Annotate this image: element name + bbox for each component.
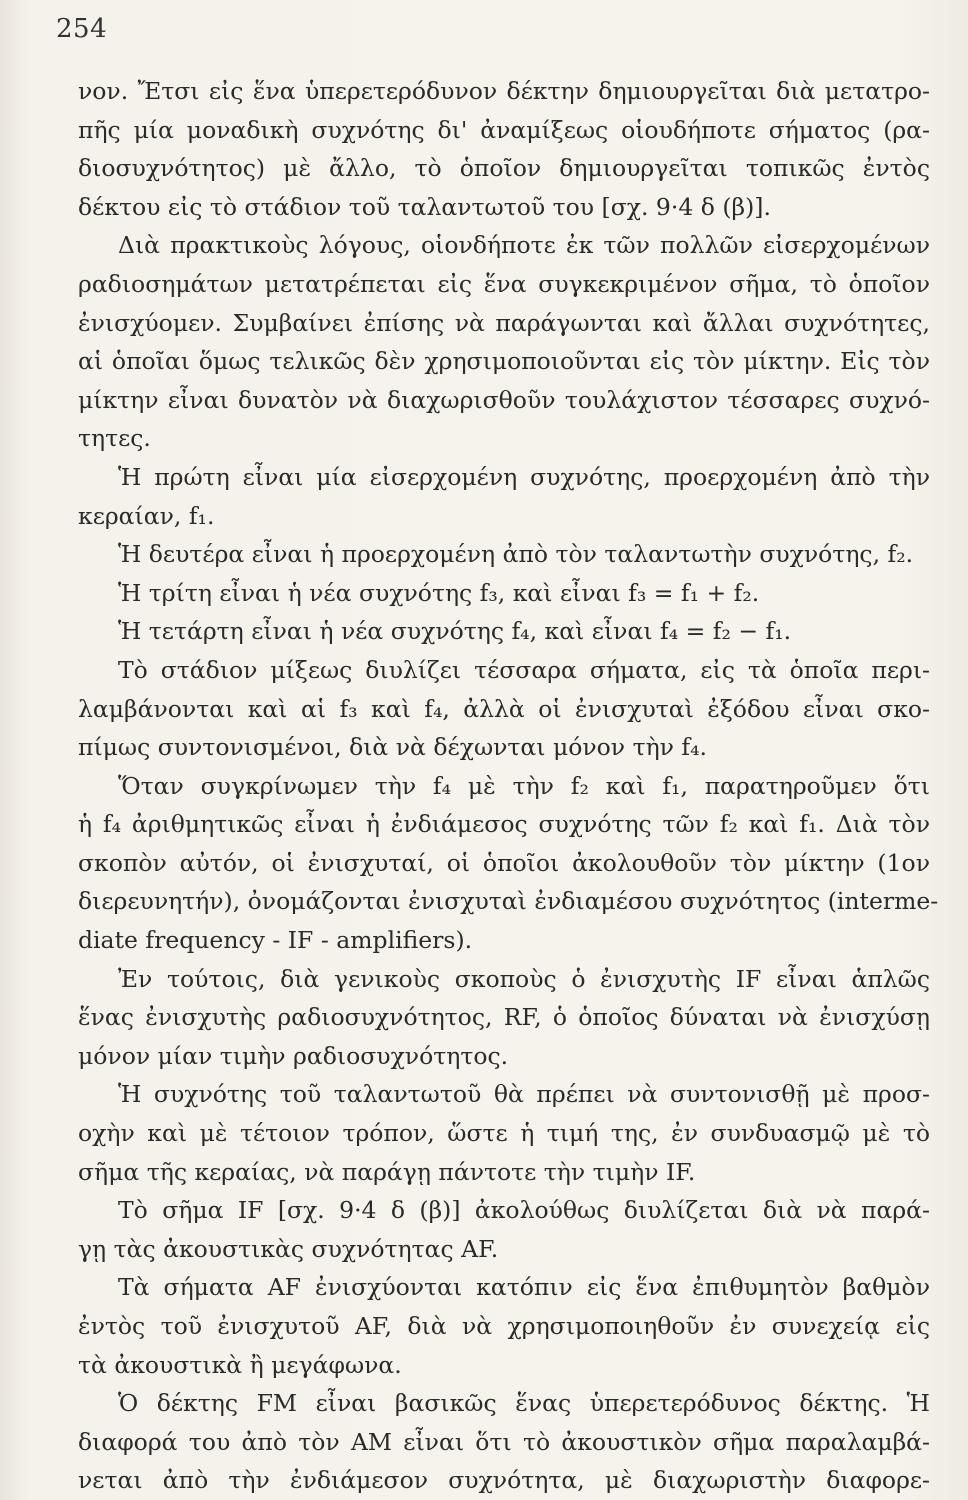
text-line: τὰ ἀκουστικὰ ἢ μεγάφωνα. [78, 1350, 402, 1379]
text-line: Τὸ στάδιον μίξεως διυλίζει τέσσαρα σήματα, εἰς τὰ ὁποῖα περι- [118, 655, 930, 684]
text-line: πῆς μία μοναδικὴ συχνότης δι' ἀναμίξεως οἱουδήποτε σήματος (ρα- [78, 115, 930, 144]
text-line: Ἐν τούτοις, διὰ γενικοὺς σκοποὺς ὁ ἐνισχυτὴς IF εἶναι ἁπλῶς [118, 964, 930, 993]
text-line: νεται ἀπὸ τὴν ἐνδιάμεσον συχνότητα, μὲ διαχωριστὴν διαφορε- [78, 1466, 930, 1495]
text-line: δέκτου εἰς τὸ στάδιον τοῦ ταλαντωτοῦ του [σχ. 9·4 δ (β)]. [78, 192, 771, 221]
text-line: ραδιοσημάτων μετατρέπεται εἰς ἕνα συγκεκριμένον σῆμα, τὸ ὁποῖον [78, 269, 930, 298]
text-line: κεραίαν, f₁. [78, 501, 215, 530]
text-line: λαμβάνονται καὶ αἱ f₃ καὶ f₄, ἀλλὰ οἱ ἐνισχυταὶ ἐξόδου εἶναι σκο- [78, 694, 930, 723]
text-line: μίκτην εἶναι δυνατὸν νὰ διαχωρισθοῦν τουλάχιστον τέσσαρες συχνό- [78, 385, 930, 414]
text-line: ἡ f₄ ἀριθμητικῶς εἶναι ἡ ἐνδιάμεσος συχνότης τῶν f₂ καὶ f₁. Διὰ τὸν [78, 810, 930, 839]
page-number: 254 [56, 14, 108, 44]
text-line: Τὸ σῆμα IF [σχ. 9·4 δ (β)] ἀκολούθως διυλίζεται διὰ νὰ παρά- [118, 1196, 930, 1225]
text-line: σκοπὸν αὐτόν, οἱ ἐνισχυταί, οἱ ὁποῖοι ἀκολουθοῦν τὸν μίκτην (1ον [78, 848, 930, 877]
text-line: ἐντὸς τοῦ ἐνισχυτοῦ AF, διὰ νὰ χρησιμοποιηθοῦν ἐν συνεχείᾳ εἰς [78, 1312, 930, 1340]
text-line: ἐνισχύομεν. Συμβαίνει ἐπίσης νὰ παράγωνται καὶ ἄλλαι συχνότητες, [78, 308, 930, 337]
text-line: Ἡ τετάρτη εἶναι ἡ νέα συχνότης f₄, καὶ εἶναι f₄ = f₂ − f₁. [118, 617, 792, 646]
text-line: Τὰ σήματα AF ἐνισχύονται κατόπιν εἰς ἕνα ἐπιθυμητὸν βαθμὸν [118, 1273, 930, 1302]
text-line: Ὁ δέκτης FM εἶναι βασικῶς ἕνας ὑπερετερόδυνος δέκτης. Ἡ [118, 1389, 930, 1418]
body-text [78, 72, 939, 1500]
text-line: διερευνητήν), ὀνομάζονται ἐνισχυταὶ ἐνδιαμέσου συχνότητος (interme- [78, 887, 939, 916]
text-line: διαφορά του ἀπὸ τὸν AM εἶναι ὅτι τὸ ἀκουστικὸν σῆμα παραλαμβά- [78, 1427, 930, 1456]
text-line: πίμως συντονισμένοι, διὰ νὰ δέχωνται μόνον τὴν f₄. [78, 733, 707, 762]
text-line: σῆμα τῆς κεραίας, νὰ παράγῃ πάντοτε τὴν τιμὴν IF. [78, 1157, 696, 1186]
text-line: Ὅταν συγκρίνωμεν τὴν f₄ μὲ τὴν f₂ καὶ f₁, παρατηροῦμεν ὅτι [118, 771, 930, 800]
text-line: τητες. [78, 424, 151, 453]
text-line: Ἡ δευτέρα εἶναι ἡ προερχομένη ἀπὸ τὸν ταλαντωτὴν συχνότης, f₂. [118, 540, 914, 569]
text-line: Διὰ πρακτικοὺς λόγους, οἱονδήποτε ἐκ τῶν πολλῶν εἰσερχομένων [118, 231, 930, 260]
text-line: Ἡ συχνότης τοῦ ταλαντωτοῦ θὰ πρέπει νὰ συντονισθῇ μὲ προσ- [118, 1080, 930, 1109]
text-line: Ἡ τρίτη εἶναι ἡ νέα συχνότης f₃, καὶ εἶναι f₃ = f₁ + f₂. [118, 578, 760, 607]
text-line: ἕνας ἐνισχυτὴς ραδιοσυχνότητος, RF, ὁ ὁποῖος δύναται νὰ ἐνισχύσῃ [78, 1003, 930, 1032]
text-line: οχὴν καὶ μὲ τέτοιον τρόπον, ὥστε ἡ τιμή της, ἐν συνδυασμῷ μὲ τὸ [78, 1119, 930, 1148]
text-line: μόνον μίαν τιμὴν ραδιοσυχνότητος. [78, 1041, 509, 1070]
text-line: γῃ τὰς ἀκουστικὰς συχνότητας AF. [78, 1234, 499, 1263]
text-line: διοσυχνότητος) μὲ ἄλλο, τὸ ὁποῖον δημιουργεῖται τοπικῶς ἐντὸς [78, 154, 930, 183]
text-line: νον. Ἔτσι εἰς ἕνα ὑπερετερόδυνον δέκτην δημιουργεῖται διὰ μετατρο- [78, 77, 930, 105]
text-line: diate frequency - IF - amplifiers). [78, 926, 473, 955]
text-line: αἱ ὁποῖαι ὅμως τελικῶς δὲν χρησιμοποιοῦνται εἰς τὸν μίκτην. Εἰς τὸν [78, 347, 930, 376]
text-line: Ἡ πρώτη εἶναι μία εἰσερχομένη συχνότης, προερχομένη ἀπὸ τὴν [118, 462, 930, 491]
